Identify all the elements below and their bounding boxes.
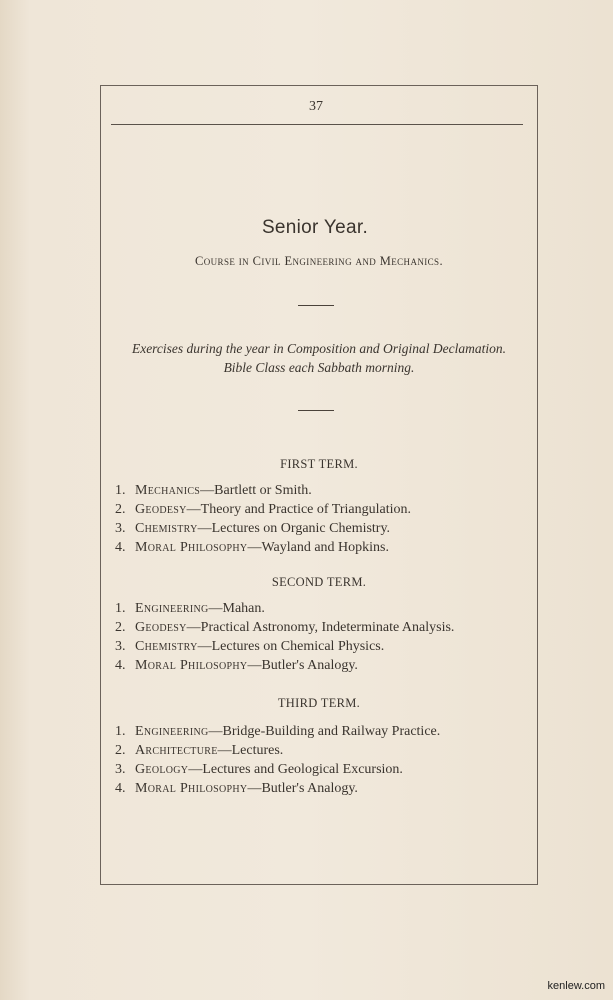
course-detail: —Butler's Analogy. bbox=[247, 781, 358, 796]
course-subject: Geology bbox=[135, 762, 189, 777]
page-title: Senior Year. bbox=[261, 217, 369, 238]
course-detail: —Butler's Analogy. bbox=[247, 658, 358, 673]
item-number: 3. bbox=[115, 762, 126, 777]
item-number: 1. bbox=[115, 724, 126, 739]
list-item bbox=[115, 599, 535, 618]
course-subject: Geodesy bbox=[135, 620, 187, 635]
item-number: 2. bbox=[115, 743, 126, 758]
term-heading-second: SECOND TERM. bbox=[271, 575, 367, 589]
item-number: 2. bbox=[115, 620, 126, 635]
watermark: kenlew.com bbox=[547, 980, 605, 992]
item-number: 4. bbox=[115, 781, 126, 796]
page-number: 37 bbox=[309, 99, 323, 114]
course-detail: —Lectures on Organic Chemistry. bbox=[197, 521, 391, 536]
course-detail: —Bartlett or Smith. bbox=[200, 483, 312, 498]
course-detail: —Bridge-Building and Railway Practice. bbox=[208, 724, 441, 739]
section-divider bbox=[298, 305, 334, 306]
item-number: 1. bbox=[115, 483, 126, 498]
course-subject: Moral Philosophy bbox=[135, 781, 248, 796]
list-item bbox=[115, 656, 535, 675]
course-list-third-term bbox=[115, 722, 535, 798]
note-bible-class: Bible Class each Sabbath morning. bbox=[223, 360, 415, 375]
list-item bbox=[115, 500, 535, 519]
course-detail: —Lectures. bbox=[217, 743, 284, 758]
list-item bbox=[115, 618, 535, 637]
item-number: 1. bbox=[115, 601, 126, 616]
course-detail: —Wayland and Hopkins. bbox=[247, 540, 390, 555]
note-exercises: Exercises during the year in Composition and Original Declamation. bbox=[131, 341, 507, 356]
header-rule bbox=[111, 124, 523, 125]
course-list-first-term bbox=[115, 481, 535, 557]
course-subject: Engineering bbox=[135, 724, 209, 739]
course-subject: Engineering bbox=[135, 601, 209, 616]
list-item bbox=[115, 637, 535, 656]
course-list-second-term bbox=[115, 599, 535, 675]
term-heading-first: FIRST TERM. bbox=[280, 457, 358, 471]
section-divider bbox=[298, 410, 334, 411]
item-number: 3. bbox=[115, 521, 126, 536]
list-item bbox=[115, 722, 535, 741]
list-item bbox=[115, 519, 535, 538]
course-detail: —Lectures on Chemical Physics. bbox=[197, 639, 385, 654]
item-number: 2. bbox=[115, 502, 126, 517]
item-number: 4. bbox=[115, 658, 126, 673]
course-subject: Chemistry bbox=[135, 521, 198, 536]
term-heading-third: THIRD TERM. bbox=[277, 696, 361, 710]
item-number: 4. bbox=[115, 540, 126, 555]
item-number: 3. bbox=[115, 639, 126, 654]
list-item bbox=[115, 741, 535, 760]
course-subtitle: Course in Civil Engineering and Mechanics. bbox=[195, 254, 443, 268]
course-detail: —Practical Astronomy, Indeterminate Analysis. bbox=[186, 620, 455, 635]
course-subject: Architecture bbox=[135, 743, 218, 758]
course-subject: Moral Philosophy bbox=[135, 658, 248, 673]
course-detail: —Mahan. bbox=[208, 601, 265, 616]
course-subject: Chemistry bbox=[135, 639, 198, 654]
list-item bbox=[115, 779, 535, 798]
course-subject: Geodesy bbox=[135, 502, 187, 517]
course-detail: —Lectures and Geological Excursion. bbox=[188, 762, 403, 777]
course-detail: —Theory and Practice of Triangulation. bbox=[186, 502, 411, 517]
list-item bbox=[115, 481, 535, 500]
course-subject: Moral Philosophy bbox=[135, 540, 248, 555]
course-subject: Mechanics bbox=[135, 483, 201, 498]
list-item bbox=[115, 538, 535, 557]
list-item bbox=[115, 760, 535, 779]
